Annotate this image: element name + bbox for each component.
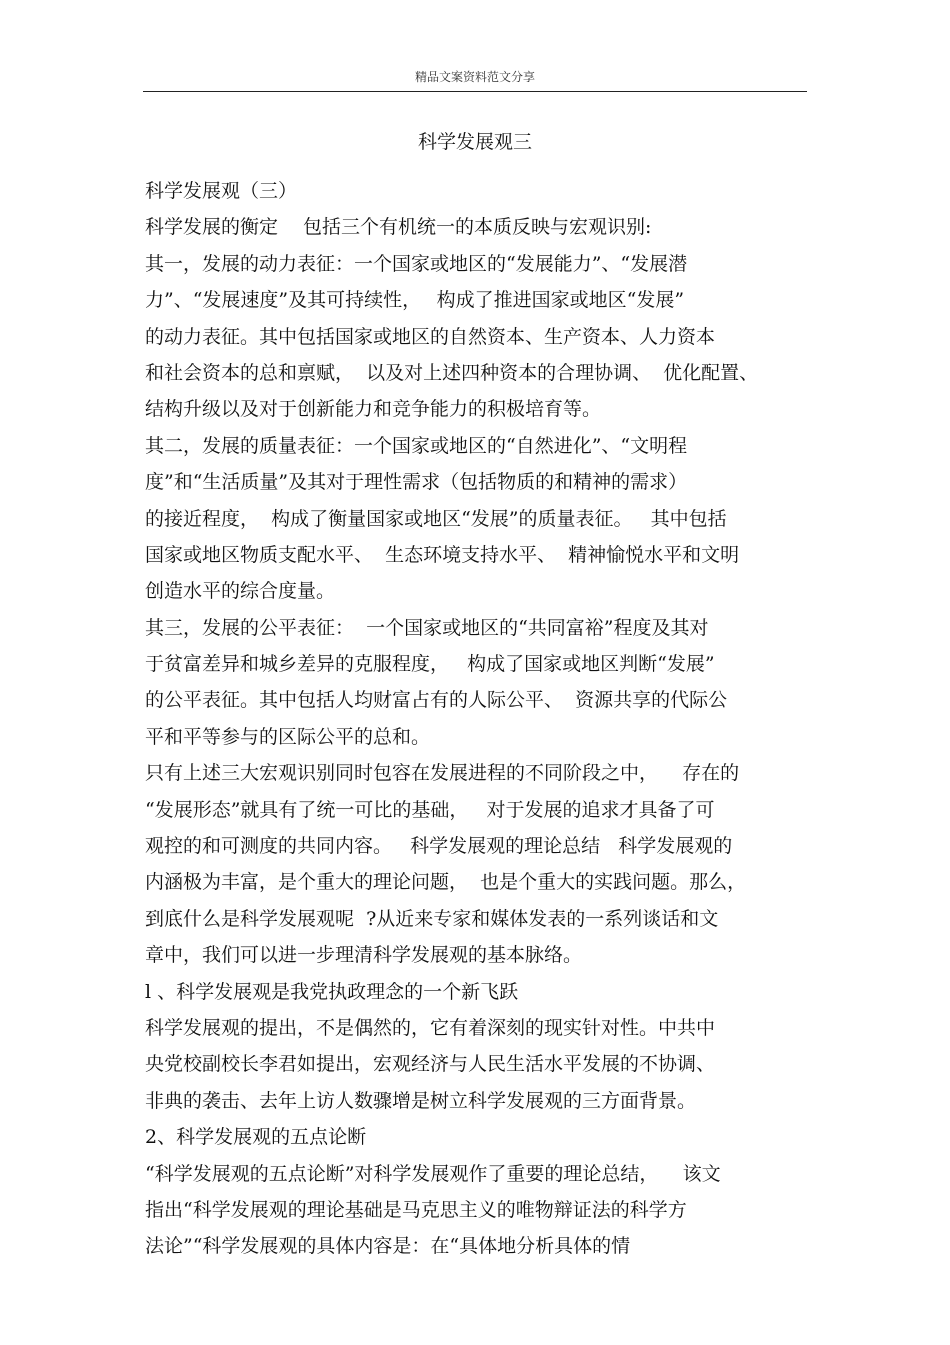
body-line: “科学发展观的五点论断”对科学发展观作了重要的理论总结， 该文 xyxy=(145,1162,721,1185)
body-line: 平和平等参与的区际公平的总和。 xyxy=(145,725,431,748)
body-line: 科学发展观的提出，不是偶然的，它有着深刻的现实针对性。中共中 xyxy=(145,1016,716,1039)
body-line: 只有上述三大宏观识别同时包容在发展进程的不同阶段之中， 存在的 xyxy=(145,762,740,785)
body-line: 其一，发展的动力表征：一个国家或地区的“发展能力”、“发展潜 xyxy=(145,252,688,275)
body-line: 国家或地区物质支配水平、 生态环境支持水平、 精神愉悦水平和文明 xyxy=(145,543,740,566)
body-line: 结构升级以及对于创新能力和竞争能力的积极培育等。 xyxy=(145,398,602,421)
section-heading: l 、科学发展观是我党执政理念的一个新飞跃 xyxy=(145,980,519,1003)
body-line: 于贫富差异和城乡差异的克服程度， 构成了国家或地区判断“发展” xyxy=(145,653,715,676)
body-line: 到底什么是科学发展观呢 ?从近来专家和媒体发表的一系列谈话和文 xyxy=(145,907,719,930)
body-line: 指出“科学发展观的理论基础是马克思主义的唯物辩证法的科学方 xyxy=(145,1198,687,1221)
body-line: 其三，发展的公平表征： 一个国家或地区的“共同富裕”程度及其对 xyxy=(145,616,709,639)
body-line: 非典的袭击、去年上访人数骤增是树立科学发展观的三方面背景。 xyxy=(145,1089,697,1112)
body-line: “发展形态”就具有了统一可比的基础， 对于发展的追求才具备了可 xyxy=(145,798,715,821)
body-line: 观控的和可测度的共同内容。 科学发展观的理论总结 科学发展观的 xyxy=(145,835,733,858)
body-line: 的公平表征。其中包括人均财富占有的人际公平、 资源共享的代际公 xyxy=(145,689,728,712)
body-line: 内涵极为丰富，是个重大的理论问题， 也是个重大的实践问题。那么， xyxy=(145,871,747,894)
body-line: 科学发展的衡定 包括三个有机统一的本质反映与宏观识别: xyxy=(145,216,652,239)
document-title: 科学发展观三 xyxy=(417,131,532,153)
body-line: 力”、“发展速度”及其可持续性， 构成了推进国家或地区“发展” xyxy=(145,289,685,312)
body-line: 的动力表征。其中包括国家或地区的自然资本、生产资本、人力资本 xyxy=(145,325,716,348)
body-line: 度”和“生活质量”及其对于理性需求（包括物质的和精神的需求） xyxy=(145,471,688,494)
body-line: 创造水平的综合度量。 xyxy=(145,580,336,603)
document-body xyxy=(145,173,809,1265)
body-line: 法论”“科学发展观的具体内容是：在“具体地分析具体的情 xyxy=(145,1235,631,1258)
body-line: 央党校副校长李君如提出，宏观经济与人民生活水平发展的不协调、 xyxy=(145,1053,716,1076)
body-line: 其二，发展的质量表征：一个国家或地区的“自然进化”、“文明程 xyxy=(145,434,688,457)
body-line: 和社会资本的总和禀赋， 以及对上述四种资本的合理协调、 优化配置、 xyxy=(145,361,759,384)
body-line: 章中，我们可以进一步理清科学发展观的基本脉络。 xyxy=(145,944,583,967)
body-line: 的接近程度， 构成了衡量国家或地区“发展”的质量表征。 其中包括 xyxy=(145,507,727,530)
page-header: 精品文案资料范文分享 xyxy=(414,70,535,84)
section-heading: 2、科学发展观的五点论断 xyxy=(145,1126,367,1149)
header-divider xyxy=(143,91,807,92)
body-line: 科学发展观（三） xyxy=(145,180,298,202)
